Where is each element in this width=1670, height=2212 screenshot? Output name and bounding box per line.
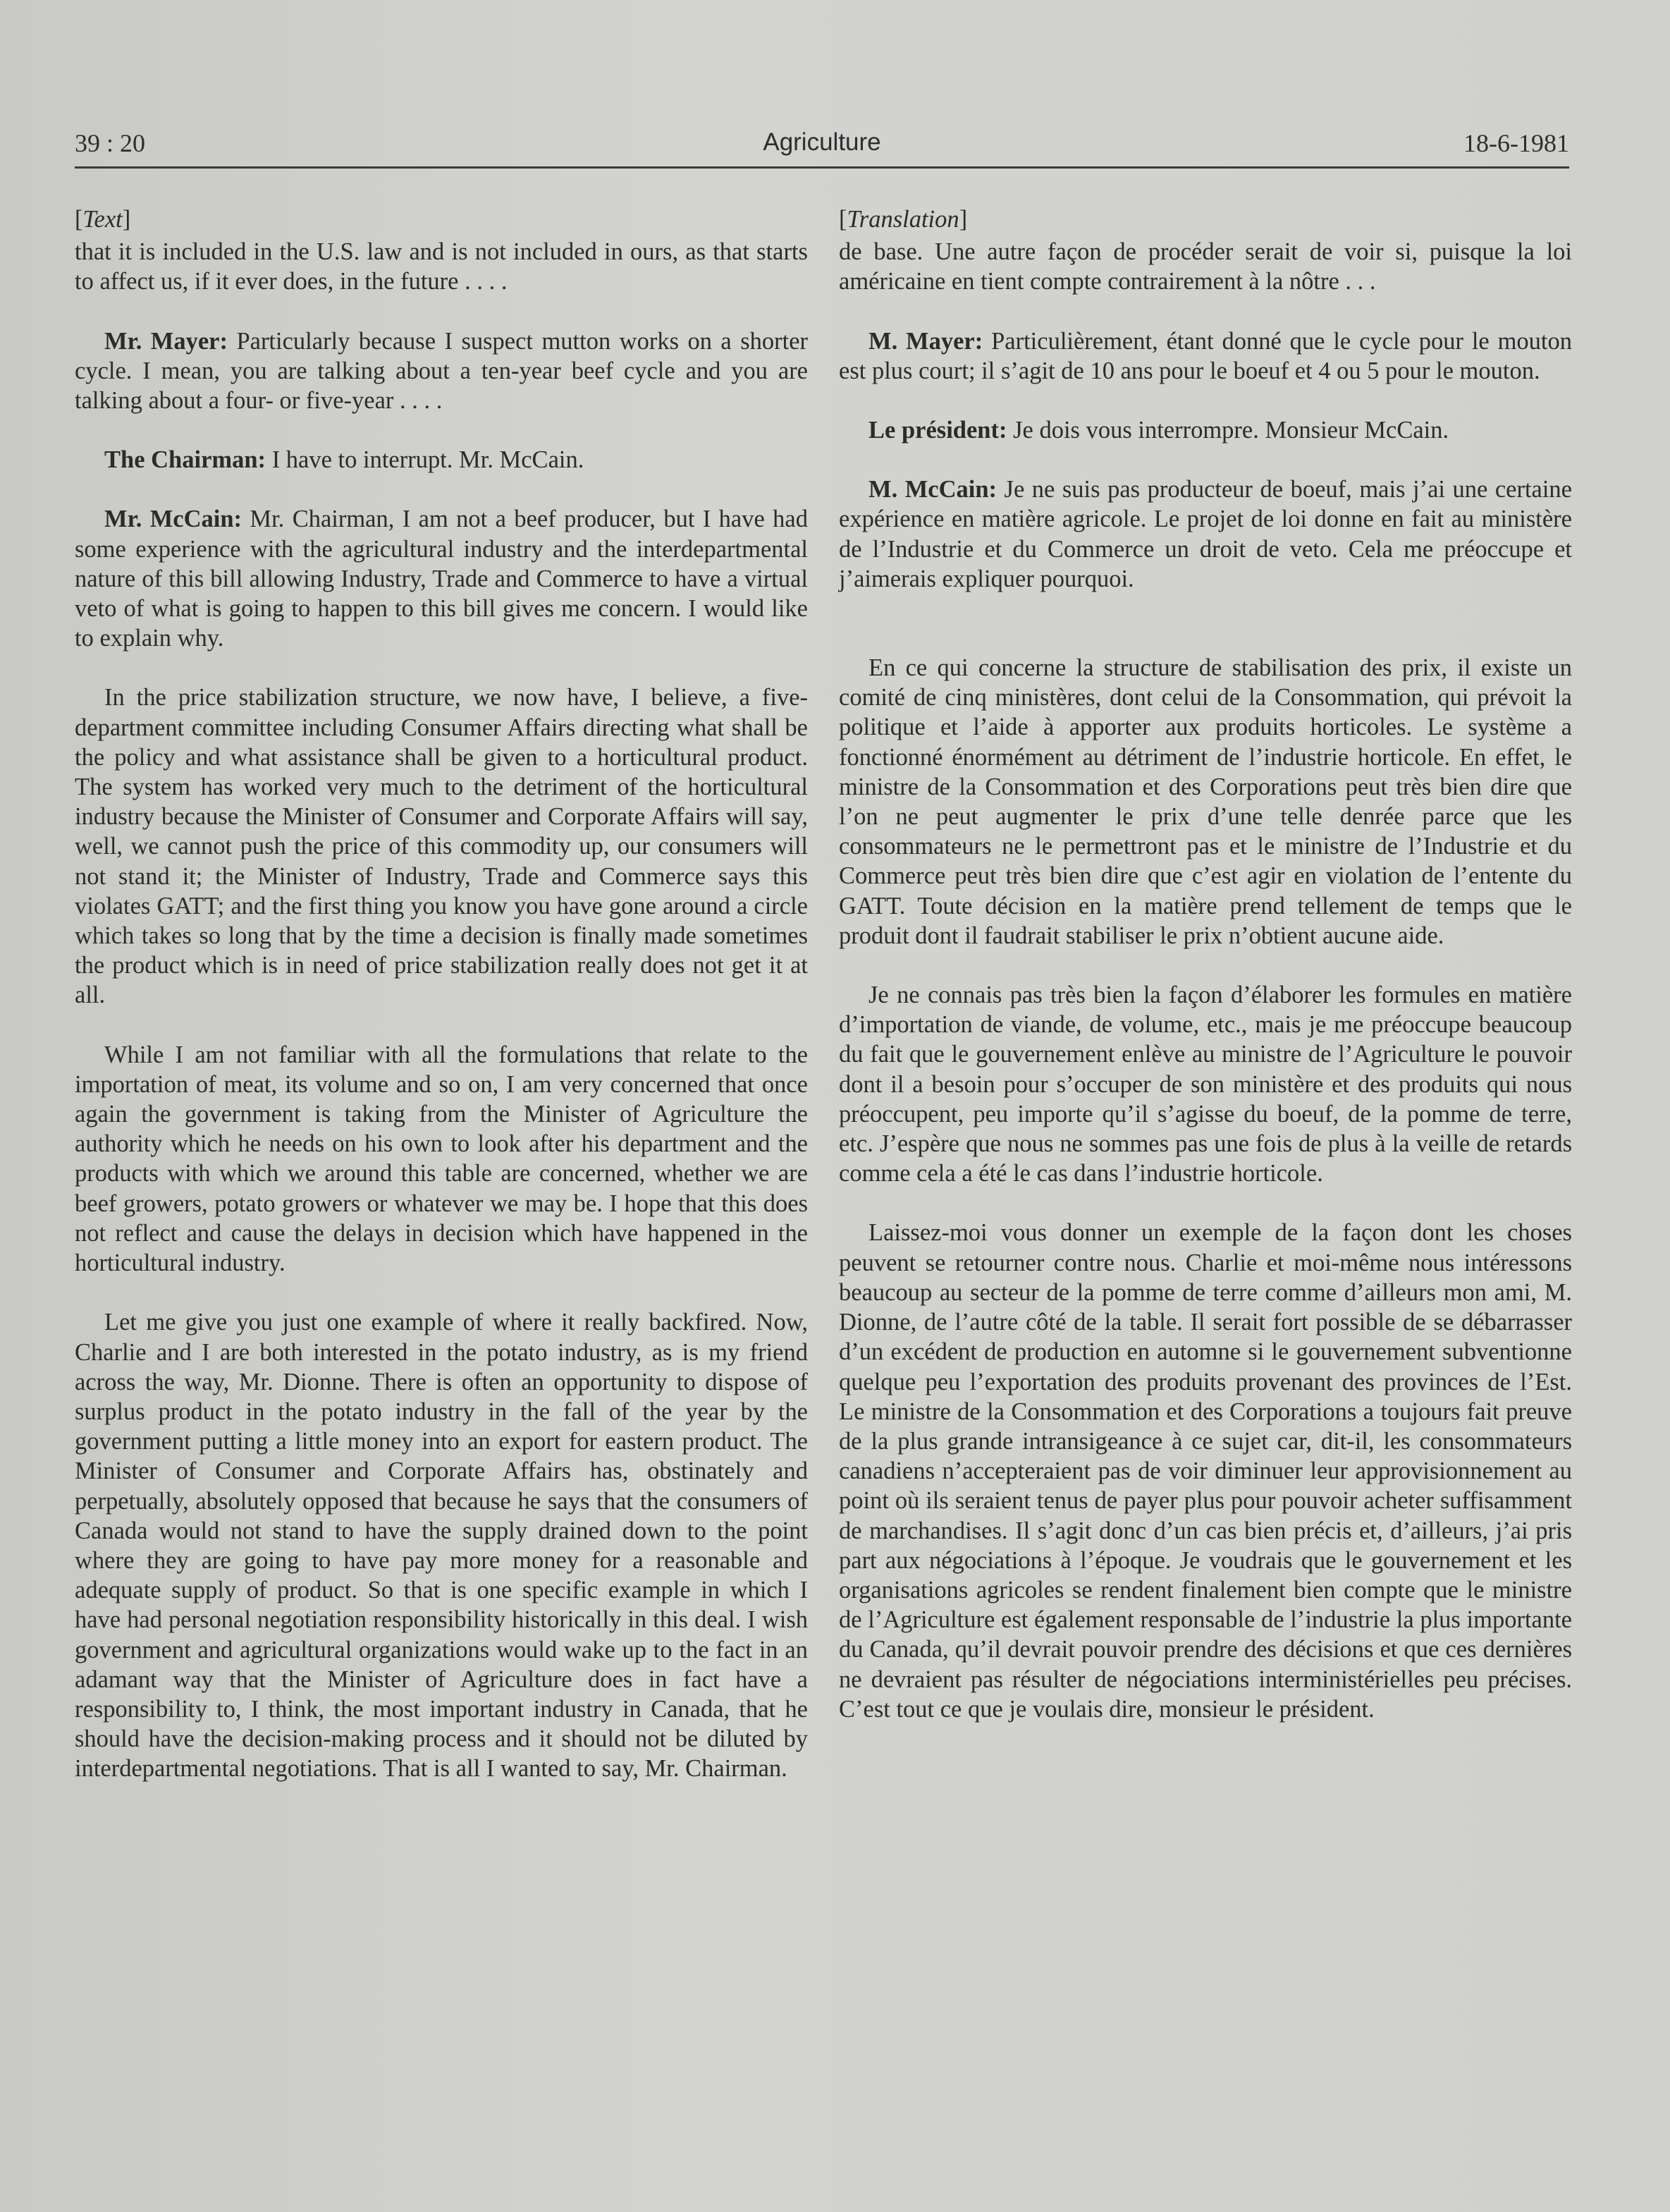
- paragraph-example: Laissez-moi vous donner un exemple de la façon dont les choses peuvent se retourner contre nous. Charlie et moi-même nous intéressons beaucoup au secteur de la pomme de terre comme d’ailleurs mon ami, M. Dionne, de l’autre côté de la table. Il serait fort possible de se débarrasser d’un excédent de production en automne si le gouvernement subventionne quelque peu l’exportation des produits provenant des provinces de l’Est. Le ministre de la Consommation et des Corporations a toujours fait preuve de la plus grande intransigeance à ce sujet car, dit-il, les consommateurs canadiens n’accepteraient pas de voir diminuer leur approvisionnement au point où ils seraient tenus de payer plus pour pouvoir acheter suffisamment de marchandises. Il s’agit donc d’un cas bien précis et, d’ailleurs, j’ai pris part aux négociations à l’époque. Je voudrais que le gouvernement et les organisations agricoles se rendent finalement bien compte que le ministre de l’Agriculture est également responsable de l’industrie la plus importante du Canada, qu’il devrait pouvoir prendre des décisions et que ces dernières ne devraient pas résulter de négociations interministérielles peu précises. C’est tout ce que je voulais dire, monsieur le président.: [839, 1219, 1572, 1723]
- speaker-label: Mr. McCain:: [104, 506, 242, 533]
- paragraph-price-stabilization: In the price stabilization structure, we now have, I believe, a five-department committee including Consumer Affairs directing what shall be the policy and what assistance shall be given to a horticultural product. The system has worked very much to the detriment of the horticultural industry because the Minister of Consumer and Corporate Affairs will say, well, we cannot push the price of this commodity up, our consumers will not stand it; the Minister of Industry, Trade and Commerce says this violates GATT; and the first thing you know you have gone around a circle which takes so long that by the time a decision is finally made sometimes the product which is in need of price stabilization really does not get it at all.: [75, 684, 808, 1009]
- paragraph-example: Let me give you just one example of where it really backfired. Now, Charlie and I are both interested in the potato industry, as is my friend across the way, Mr. Dionne. There is often an opportunity to dispose of surplus product in the potato industry in the fall of the year by the government putting a little money into an export for eastern product. The Minister of Consumer and Corporate Affairs has, obstinately and perpetually, absolutely opposed that because he says that the consumers of Canada would not stand to have the supply drained down to the point where they are going to have pay more money for a reasonable and adequate supply of product. So that is one specific example in which I have had personal negotiation responsibility historically in this deal. I wish government and agricultural organizations would wake up to the fact in an adamant way that the Minister of Agriculture does in fact have a responsibility to, I think, the most important industry in Canada, that he should have the decision-making process and it should not be diluted by interdepartmental negotiations. That is all I wanted to say, Mr. Chairman.: [75, 1309, 808, 1783]
- speaker-label: M. Mayer:: [868, 327, 983, 355]
- paragraph-mayer: M. Mayer: Particulièrement, étant donné que le cycle pour le mouton est plus court; il s’agit de 10 ans pour le boeuf et 4 ou 5 pour le mouton.: [839, 327, 1572, 384]
- paragraph-importation: Je ne connais pas très bien la façon d’élaborer les formules en matière d’importation de viande, de volume, etc., mais je me préoccupe beaucoup du fait que le gouvernement enlève au ministre de l’Agriculture le pouvoir dont il a besoin pour s’occuper de son ministère et des produits qui nous préoccupent, peu importe qu’il s’agisse du boeuf, de la pomme de terre, etc. J’espère que nous ne sommes pas une fois de plus à la veille de retards comme cela a été le cas dans l’industrie horticole.: [839, 982, 1572, 1187]
- translation-marker: [Translation]: [839, 206, 968, 233]
- english-column: [75, 204, 808, 1784]
- page-number: 39 : 20: [75, 129, 146, 157]
- paragraph-continuation: that it is included in the U.S. law and is not included in ours, as that starts to affect us, if it ever does, in the future . . . .: [75, 238, 808, 295]
- paragraph-importation: While I am not familiar with all the formulations that relate to the importation of meat, its volume and so on, I am very concerned that once again the government is taking from the Minister of Agriculture the authority which he needs on his own to look after his department and the products with which we around this table are concerned, whether we are beef growers, potato growers or whatever we may be. I hope that this does not reflect and cause the delays in decision which have happened in the horticultural industry.: [75, 1041, 808, 1277]
- paragraph-mccain: Mr. McCain: Mr. Chairman, I am not a beef producer, but I have had some experience with the agricultural industry and the interdepartmental nature of this bill allowing Industry, Trade and Commerce to have a virtual veto of what is going to happen to this bill gives me concern. I would like to explain why.: [75, 506, 808, 652]
- paragraph-mayer: Mr. Mayer: Particularly because I suspect mutton works on a shorter cycle. I mean, you are talking about a ten-year beef cycle and you are talking about a four- or five-year . . . .: [75, 327, 809, 415]
- page-header: [75, 127, 1569, 169]
- speaker-label: Le président:: [868, 417, 1007, 444]
- paragraph-continuation: de base. Une autre façon de procéder serait de voir si, puisque la loi américaine en tient compte contrairement à la nôtre . . .: [839, 238, 1572, 295]
- running-title: Agriculture: [763, 128, 881, 156]
- paragraph-price-stabilization: En ce qui concerne la structure de stabilisation des prix, il existe un comité de cinq ministères, dont celui de la Consommation, qui prévoit la politique et l’aide à apporter aux produits horticoles. Le système a fonctionné énormément au détriment de l’industrie horticole. En effet, le ministre de la Consommation et des Corporations peut très bien dire que l’on ne peut augmenter le prix d’une telle denrée parce que les consommateurs ne le permettront pas et le ministre de l’Industrie et du Commerce peut très bien dire que c’est agir en violation de l’entente du GATT. Toute décision en la matière prend tellement de temps que le produit dont il faudrait stabiliser le prix n’obtient aucune aide.: [839, 654, 1572, 949]
- french-column: [839, 204, 1572, 1724]
- speaker-label: Mr. Mayer:: [104, 327, 228, 355]
- page-date: 18-6-1981: [1463, 129, 1569, 157]
- paragraph-chairman: The Chairman: I have to interrupt. Mr. McCain.: [104, 446, 584, 474]
- speaker-label: The Chairman:: [104, 446, 266, 474]
- paragraph-mccain: M. McCain: Je ne suis pas producteur de boeuf, mais j’ai une certaine expérience en matière agricole. Le projet de loi donne en fait au ministère de l’Industrie et du Commerce un droit de veto. Cela me préoccupe et j’aimerais expliquer pourquoi.: [839, 476, 1572, 592]
- text-marker: [Text]: [75, 206, 131, 233]
- speaker-label: M. McCain:: [868, 476, 997, 503]
- paragraph-chairman: Le président: Je dois vous interrompre. Monsieur McCain.: [868, 417, 1449, 444]
